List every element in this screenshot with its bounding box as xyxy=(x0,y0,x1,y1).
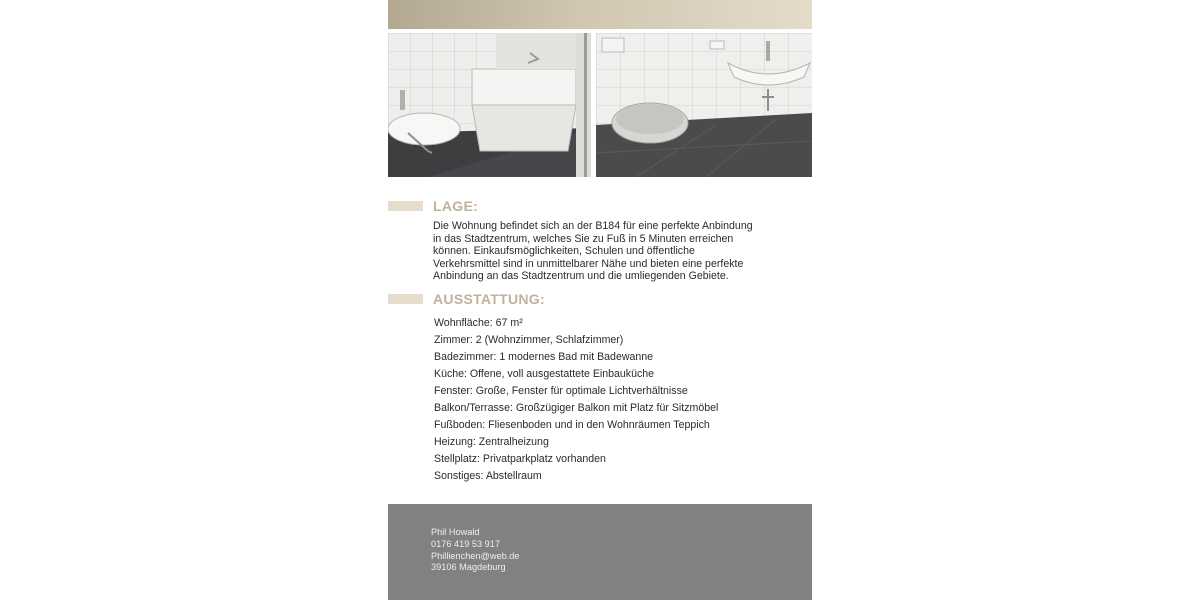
contact-name: Phil Howald xyxy=(431,527,480,537)
list-item: Heizung: Zentralheizung xyxy=(434,436,549,448)
list-item: Fußboden: Fliesenboden und in den Wohnräumen Teppich xyxy=(434,419,710,431)
ausstattung-heading: AUSSTATTUNG: xyxy=(433,291,545,307)
header-photo-strip xyxy=(388,0,812,29)
list-item: Fenster: Große, Fenster für optimale Lichtverhältnisse xyxy=(434,385,688,397)
lage-heading: LAGE: xyxy=(433,198,479,214)
list-item: Sonstiges: Abstellraum xyxy=(434,470,542,482)
expose-page xyxy=(388,0,812,600)
lage-description: Die Wohnung befindet sich an der B184 für eine perfekte Anbindung in das Stadtzentrum, welches Sie zu Fuß in 5 Minuten erreichen können. Einkaufsmöglichkeiten, Schulen und öffentliche Verkehrsmittel sind in unmittelbarer Nähe und bieten eine perfekte Anbindung an das Stadtzentrum und die umliegenden Gebiete. xyxy=(433,220,753,282)
bathroom-photo-toilet xyxy=(596,33,812,177)
list-item: Wohnfläche: 67 m² xyxy=(434,317,523,329)
ausstattung-marker xyxy=(388,294,423,304)
bathroom-photo-bathtub xyxy=(388,33,591,177)
contact-city: 39106 Magdeburg xyxy=(431,562,506,573)
list-item: Zimmer: 2 (Wohnzimmer, Schlafzimmer) xyxy=(434,334,624,346)
contact-block xyxy=(431,527,520,574)
list-item: Badezimmer: 1 modernes Bad mit Badewanne xyxy=(434,351,654,363)
contact-email[interactable]: Phillienchen@web.de xyxy=(431,550,520,561)
list-item: Balkon/Terrasse: Großzügiger Balkon mit Platz für Sitzmöbel xyxy=(434,402,719,414)
lage-marker xyxy=(388,201,423,211)
contact-footer xyxy=(388,504,812,600)
list-item: Küche: Offene, voll ausgestattete Einbauküche xyxy=(434,368,655,380)
contact-phone[interactable]: 0176 419 53 917 xyxy=(431,538,500,549)
ausstattung-list xyxy=(434,315,774,485)
list-item: Stellplatz: Privatparkplatz vorhanden xyxy=(434,453,606,465)
